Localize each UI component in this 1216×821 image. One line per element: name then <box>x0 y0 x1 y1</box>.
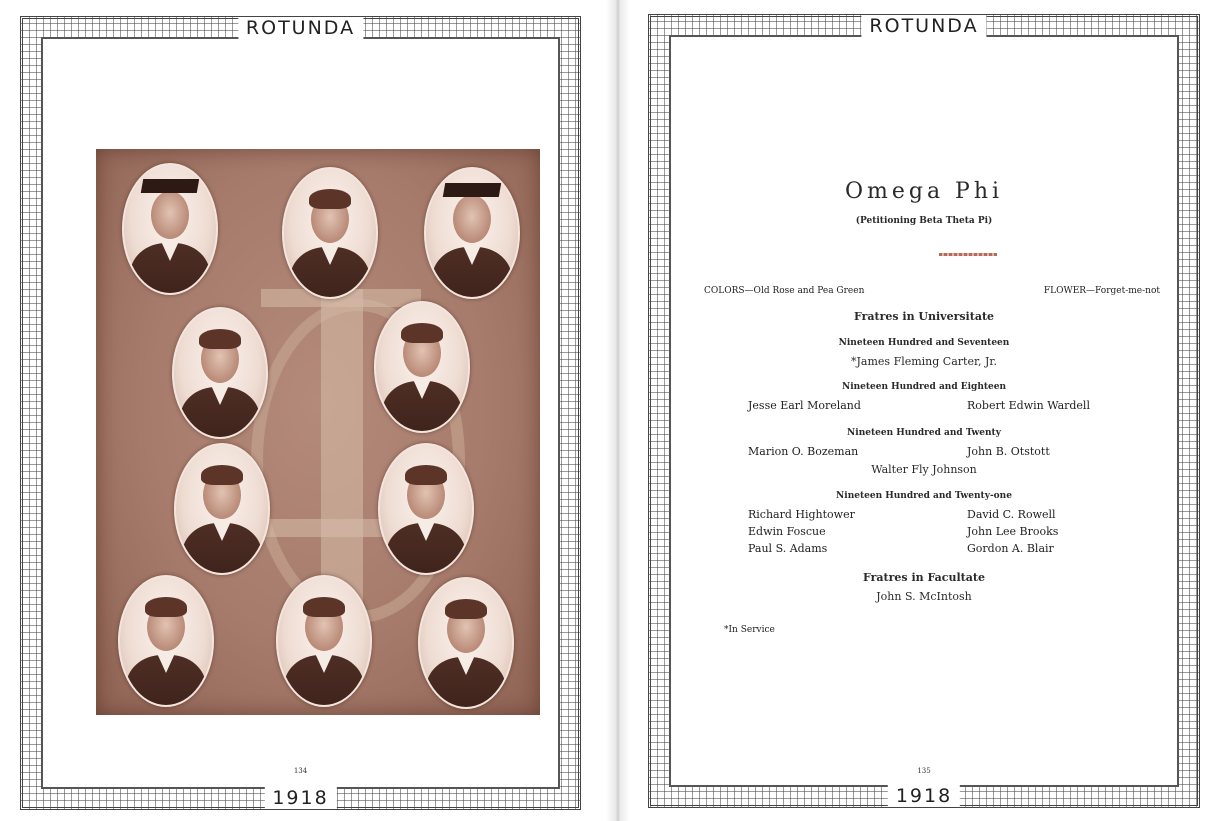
portrait-photo <box>282 167 378 299</box>
portrait-photo <box>118 575 214 707</box>
section-heading: Fratres in Facultate <box>863 571 985 584</box>
member-name: John S. McIntosh <box>876 590 972 603</box>
footnote: *In Service <box>724 625 775 635</box>
class-heading: Nineteen Hundred and Seventeen <box>838 338 1010 348</box>
greek-key-border <box>648 14 1200 808</box>
member-name: Richard Hightower <box>748 508 855 521</box>
portrait-photo <box>122 163 218 295</box>
running-header: ROTUNDA <box>238 17 363 39</box>
flower-line: FLOWER—Forget-me-not <box>1043 286 1160 296</box>
portrait-photo <box>378 443 474 575</box>
greek-key-border <box>20 16 581 810</box>
book-gutter <box>606 0 630 821</box>
member-name: John Lee Brooks <box>967 525 1059 538</box>
running-header: ROTUNDA <box>861 15 986 37</box>
page-number: 135 <box>917 767 931 775</box>
member-name: Robert Edwin Wardell <box>967 399 1090 412</box>
member-name: Marion O. Bozeman <box>748 445 859 458</box>
running-footer-year: 1918 <box>888 785 960 807</box>
member-name: John B. Otstott <box>967 445 1050 458</box>
member-name: Edwin Foscue <box>748 525 826 538</box>
colors-line: COLORS—Old Rose and Pea Green <box>704 286 865 296</box>
member-name: Paul S. Adams <box>748 542 828 555</box>
ornament-divider <box>939 253 997 256</box>
class-heading: Nineteen Hundred and Twenty <box>847 428 1001 438</box>
portrait-photo <box>374 301 470 433</box>
member-name: Walter Fly Johnson <box>871 463 977 476</box>
portrait-photo <box>172 307 268 439</box>
member-name: Gordon A. Blair <box>967 542 1054 555</box>
page-subtitle: (Petitioning Beta Theta Pi) <box>855 216 993 226</box>
section-heading: Fratres in Universitate <box>853 310 995 323</box>
monogram-bar <box>321 289 363 609</box>
left-page <box>4 8 605 814</box>
member-name: Jesse Earl Moreland <box>748 399 861 412</box>
member-name: David C. Rowell <box>967 508 1056 521</box>
page-title: Omega Phi <box>844 179 1004 204</box>
portrait-plate <box>96 149 540 715</box>
portrait-photo <box>418 577 514 709</box>
page-inner <box>669 35 1179 787</box>
right-page <box>630 8 1210 814</box>
page-number: 134 <box>293 767 308 775</box>
page-inner <box>41 37 560 789</box>
running-footer-year: 1918 <box>264 787 336 809</box>
portrait-photo <box>174 443 270 575</box>
member-name: *James Fleming Carter, Jr. <box>851 355 997 368</box>
class-heading: Nineteen Hundred and Eighteen <box>841 382 1007 392</box>
portrait-photo <box>276 575 372 707</box>
portrait-photo <box>424 167 520 299</box>
class-heading: Nineteen Hundred and Twenty-one <box>836 491 1012 501</box>
